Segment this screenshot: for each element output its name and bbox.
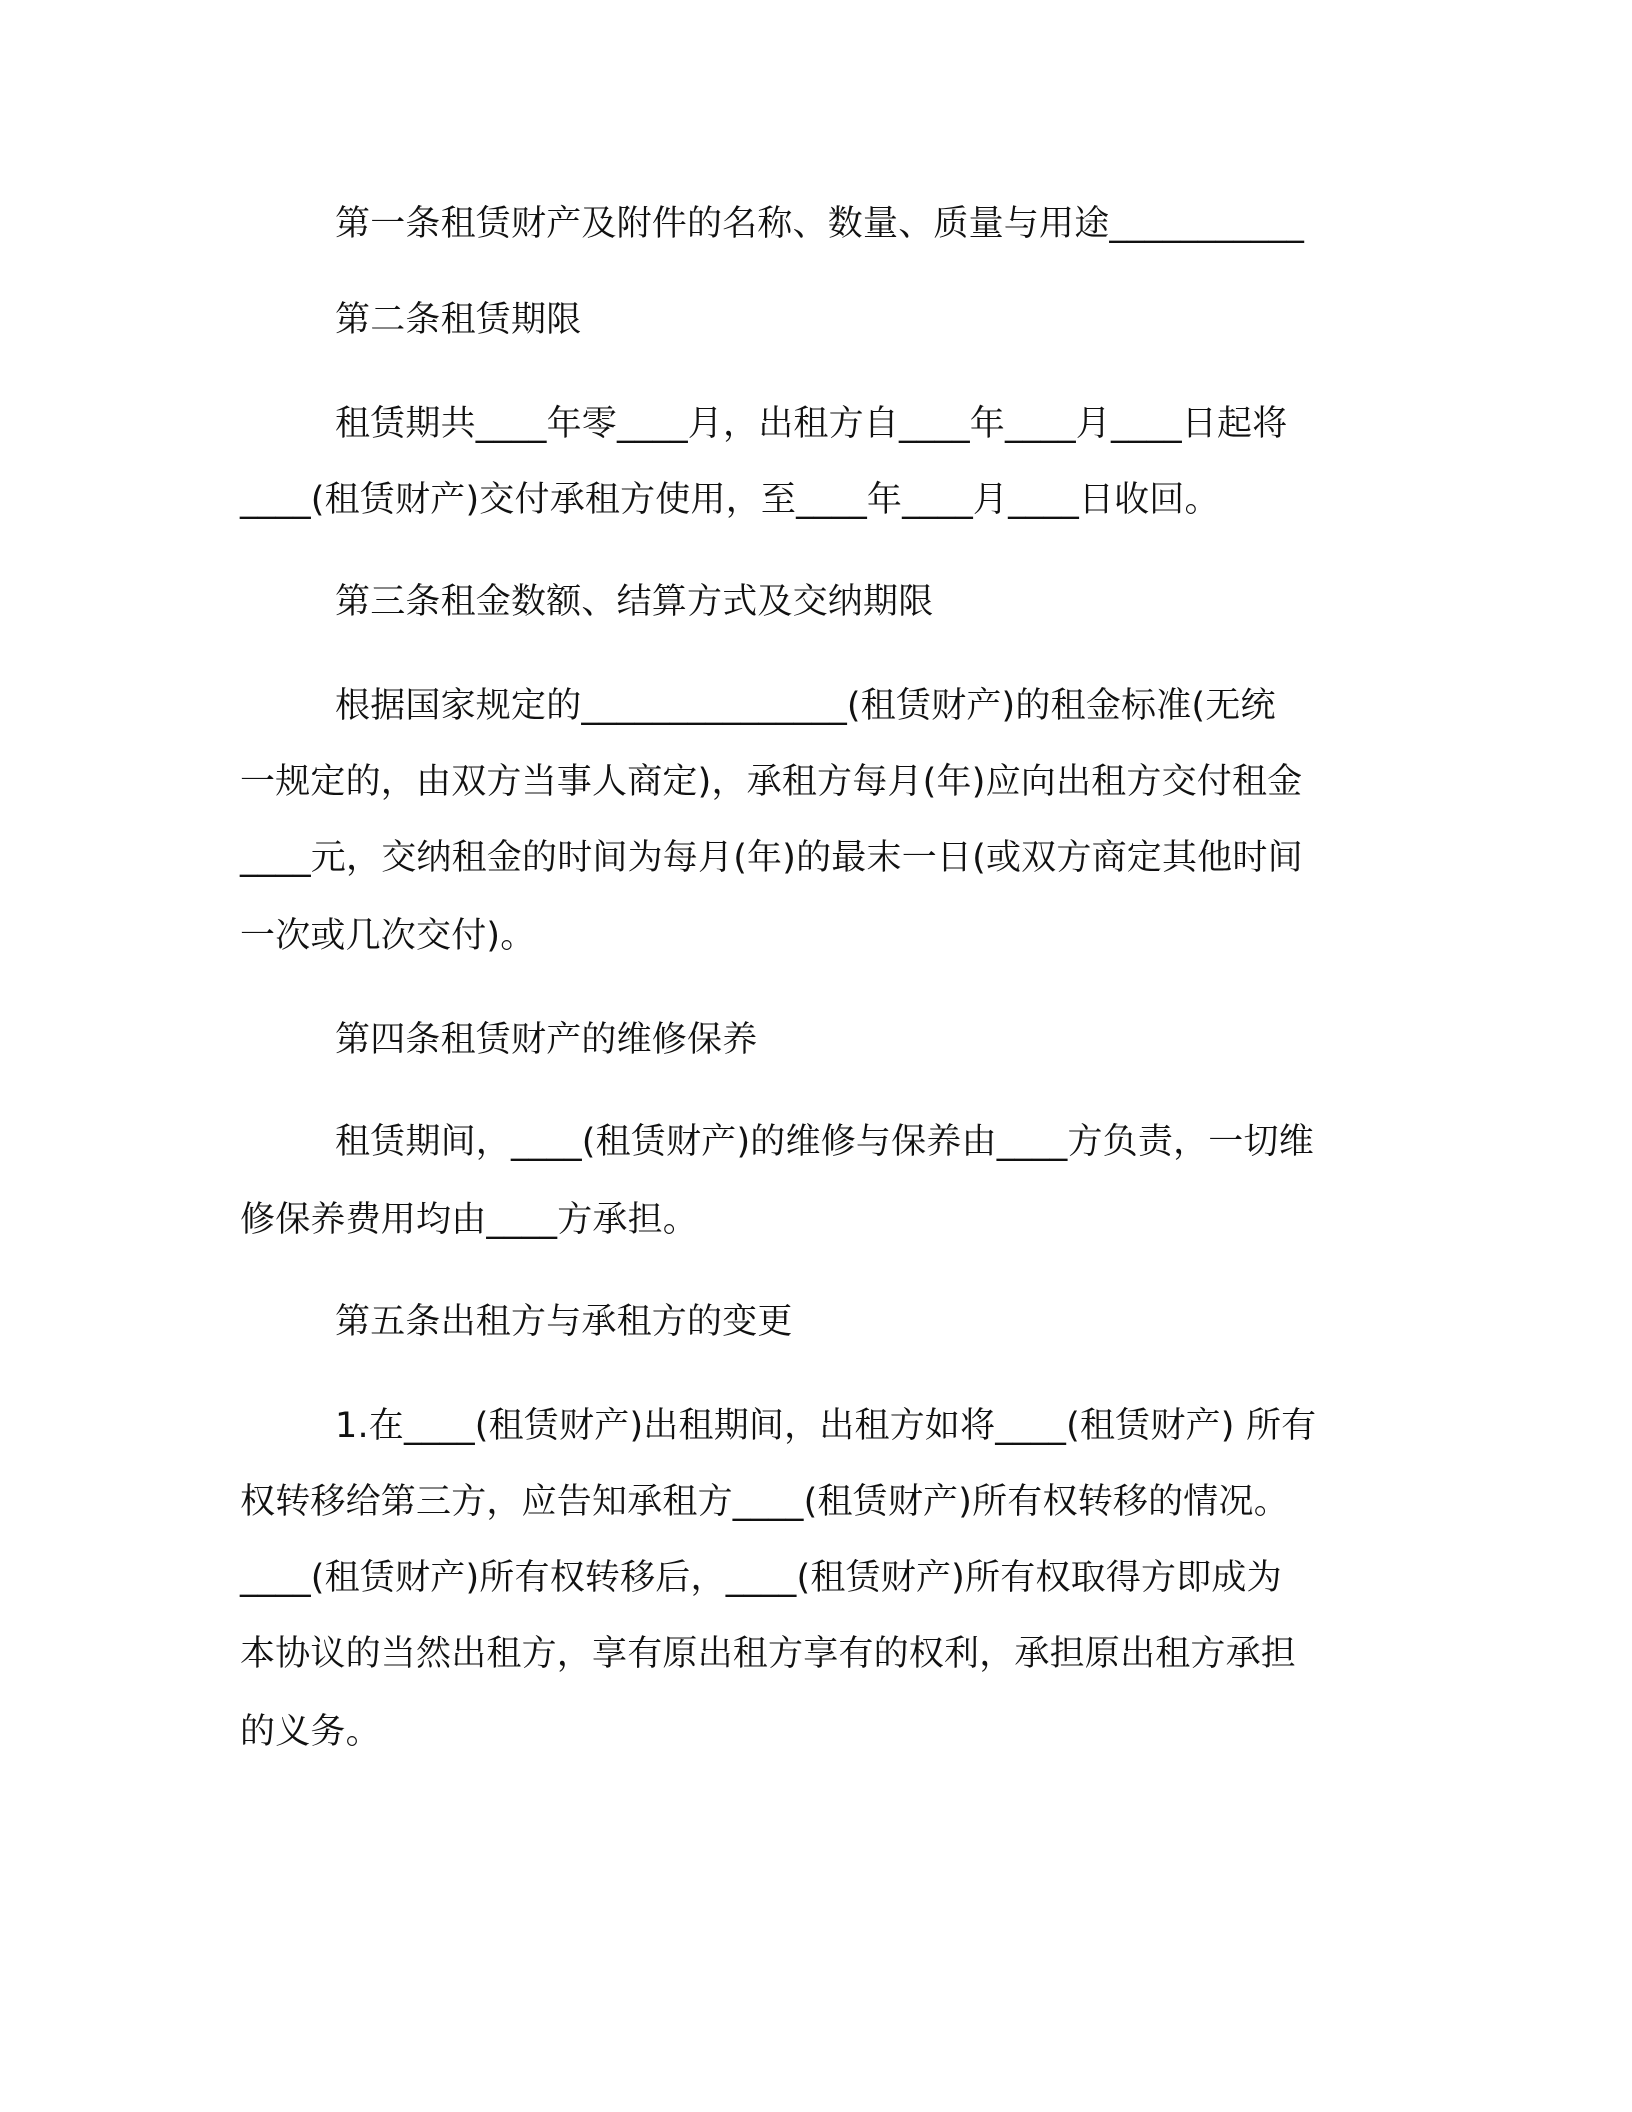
article-3-body-line-1: 根据国家规定的_______________(租赁财产)的租金标准(无统 — [335, 686, 1276, 726]
article-5-heading: 第五条出租方与承租方的变更 — [335, 1302, 793, 1342]
article-3-heading: 第三条租金数额、结算方式及交纳期限 — [335, 582, 934, 622]
article-5-body-line-4: 本协议的当然出租方，享有原出租方享有的权利，承担原出租方承担 — [240, 1634, 1297, 1674]
article-2-body-line-2: ____(租赁财产)交付承租方使用，至____年____月____日收回。 — [240, 480, 1220, 520]
article-4-body-line-1: 租赁期间，____(租赁财产)的维修与保养由____方负责，一切维 — [335, 1122, 1314, 1162]
article-4-heading: 第四条租赁财产的维修保养 — [335, 1020, 758, 1060]
article-5-body-line-5: 的义务。 — [240, 1712, 381, 1752]
article-3-body-line-2: 一规定的，由双方当事人商定)，承租方每月(年)应向出租方交付租金 — [240, 762, 1303, 802]
article-5-body-line-1: 1.在____(租赁财产)出租期间，出租方如将____(租赁财产) 所有 — [335, 1406, 1317, 1446]
article-3-body-line-4: 一次或几次交付)。 — [240, 916, 536, 956]
article-4-body-line-2: 修保养费用均由____方承担。 — [240, 1200, 699, 1240]
article-1-heading: 第一条租赁财产及附件的名称、数量、质量与用途___________ — [335, 204, 1305, 244]
article-5-body-line-3: ____(租赁财产)所有权转移后，____(租赁财产)所有权取得方即成为 — [240, 1558, 1282, 1598]
article-3-body-line-3: ____元，交纳租金的时间为每月(年)的最末一日(或双方商定其他时间 — [240, 838, 1303, 878]
article-2-body-line-1: 租赁期共____年零____月，出租方自____年____月____日起将 — [335, 404, 1288, 444]
article-5-body-line-2: 权转移给第三方，应告知承租方____(租赁财产)所有权转移的情况。 — [240, 1482, 1289, 1522]
article-2-heading: 第二条租赁期限 — [335, 300, 582, 340]
